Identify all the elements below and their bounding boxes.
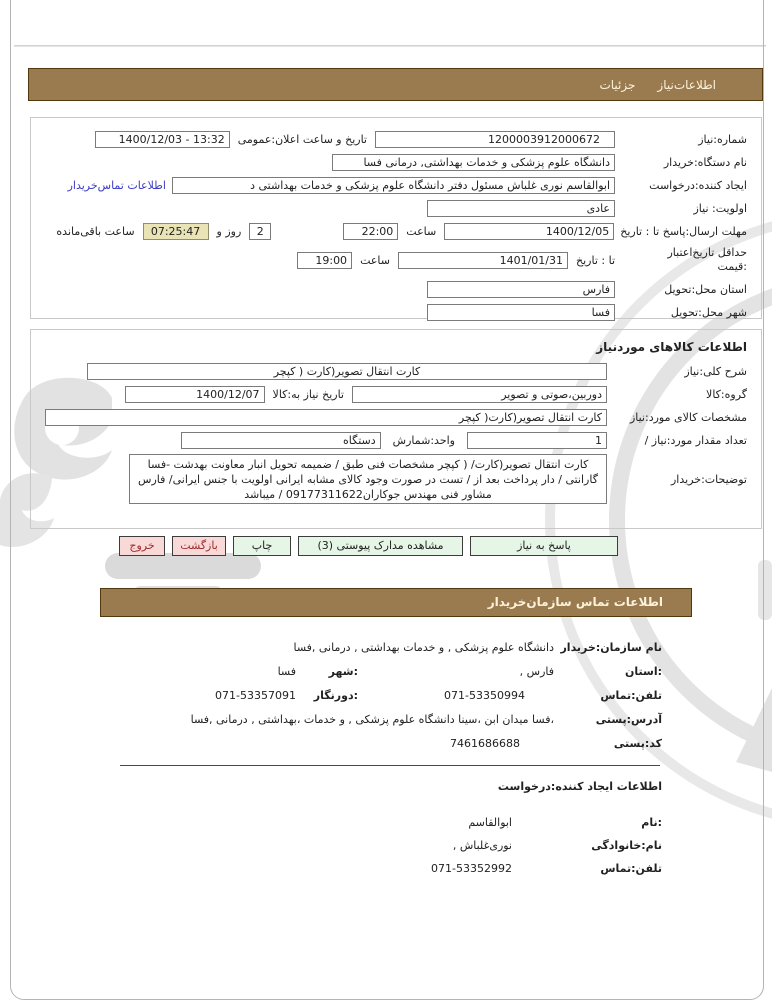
goods-info-panel <box>30 329 762 529</box>
priority-field[interactable]: عادی <box>427 200 615 217</box>
hours-remaining-label: ساعت باقی‌مانده <box>56 224 135 238</box>
tab-bar <box>28 68 763 101</box>
header-separator <box>14 45 766 47</box>
request-creator-section <box>100 780 692 880</box>
announce-datetime-label: تاریخ و ساعت اعلان:عمومی <box>237 132 367 146</box>
org-fax-value: 071-53357091 <box>215 689 296 702</box>
view-attachments-button[interactable]: مشاهده مدارک پیوستی (3) <box>298 536 463 556</box>
need-description-label: شرح کلی:نیاز <box>684 364 747 378</box>
action-buttons <box>119 536 618 556</box>
response-deadline-label: مهلت ارسال:پاسخ تا : تاریخ <box>620 224 747 238</box>
priority-label: اولویت: نیاز <box>693 201 747 215</box>
goods-need-date-field[interactable]: 1400/12/07 <box>125 386 265 403</box>
org-phone-label: تلفن:تماس <box>600 689 662 702</box>
delivery-city-field[interactable]: فسا <box>427 304 615 321</box>
creator-firstname-row <box>100 811 662 834</box>
org-city-value: فسا <box>277 665 296 678</box>
back-button[interactable]: بازگشت <box>172 536 226 556</box>
tab-details[interactable]: جزئیات <box>599 77 636 92</box>
org-postal-label: کد:پستی <box>613 737 662 750</box>
creator-phone-row <box>100 857 662 880</box>
org-address-label: آدرس:پستی <box>595 713 662 726</box>
unit-label: واحد:شمارش <box>392 433 455 447</box>
buyer-org-label: نام دستگاه:خریدار <box>663 155 747 169</box>
org-name-value: دانشگاه علوم پزشکی , و خدمات بهداشتی , درمانی ,فسا <box>293 641 554 654</box>
exit-button[interactable]: خروج <box>119 536 165 556</box>
validity-date-field[interactable]: 1401/01/31 <box>398 252 568 269</box>
delivery-province-field[interactable]: فارس <box>427 281 615 298</box>
print-button[interactable]: چاپ <box>233 536 291 556</box>
priority-row <box>41 199 747 217</box>
org-contact-section <box>100 636 692 756</box>
buyer-org-row <box>41 153 747 171</box>
org-province-label: :استان <box>625 665 662 678</box>
creator-phone-value: 071-53352992 <box>431 862 512 875</box>
org-fax-label: :دورنگار <box>313 689 358 702</box>
until-date-label: تا : تاریخ <box>576 253 615 267</box>
need-description-field[interactable]: کارت انتقال تصویر(کارت ( کپچر <box>87 363 607 380</box>
buyer-notes-label: توضیحات:خریدار <box>671 472 747 486</box>
org-address-value: ،فسا میدان ابن ،سینا دانشگاه علوم پزشکی , و خدمات ،بهداشتی , درمانی ,فسا <box>190 713 554 726</box>
need-number-row <box>41 130 747 148</box>
tab-need-info[interactable]: اطلاعات‌نیاز <box>657 77 716 92</box>
org-contact-bar: اطلاعات تماس سازمان‌خریدار <box>100 588 692 617</box>
goods-section-title: اطلاعات کالاهای موردنیاز <box>596 340 747 354</box>
deadline-hour-label: ساعت <box>406 224 437 238</box>
goods-group-label: گروه:کالا <box>706 387 747 401</box>
creator-lastname-value: نوری‌غلباش , <box>452 839 512 852</box>
request-creator-field[interactable]: ابوالقاسم نوری غلباش مسئول دفتر دانشگاه علوم پزشکی و خدمات بهداشتی د <box>172 177 615 194</box>
deadline-date-field[interactable]: 1400/12/05 <box>444 223 614 240</box>
price-validity-row <box>41 245 747 275</box>
delivery-city-row <box>41 303 747 321</box>
need-number-label: شماره:نیاز <box>698 132 747 146</box>
org-address-row <box>100 708 662 731</box>
price-validity-label: حداقل تاریخ‌اعتبار :قیمت <box>667 246 747 273</box>
buyer-org-field[interactable]: دانشگاه علوم پزشکی و خدمات بهداشتی, درمانی فسا <box>332 154 615 171</box>
request-creator-label: ایجاد کننده:درخواست <box>649 178 747 192</box>
unit-field[interactable]: دستگاه <box>181 432 381 449</box>
need-description-row <box>41 362 747 380</box>
delivery-province-row <box>41 280 747 298</box>
creator-firstname-value: ابوالقاسم <box>468 816 512 829</box>
announce-datetime-field[interactable]: 1400/12/03 - 13:32 <box>95 131 230 148</box>
org-city-label: :شهر <box>328 665 358 678</box>
quantity-row <box>41 431 747 449</box>
org-name-label: نام سازمان:خریدار <box>560 641 662 654</box>
days-remaining-field[interactable]: 2 <box>249 223 271 240</box>
validity-hour-field[interactable]: 19:00 <box>297 252 352 269</box>
section-divider <box>120 765 660 766</box>
org-name-row <box>100 636 662 659</box>
org-province-city-row <box>100 660 662 683</box>
creator-section-title: اطلاعات ایجاد کننده:درخواست <box>497 780 662 793</box>
org-phone-fax-row <box>100 684 662 707</box>
days-and-label: روز و <box>216 224 242 238</box>
deadline-hour-field[interactable]: 22:00 <box>343 223 398 240</box>
buyer-notes-field[interactable]: کارت انتقال تصویر(کارت/ ( کپچر مشخصات فنی طبق / ضمیمه تحویل انبار معاونت بهدشت -فسا گارانتی / دار پرداخت بعد از / تست در صورت وجود کالای مشابه ایرانی اولویت با جنس ایرانی/ فارس مشاور فنی مهندس جوکاران09177311622 / میباشد <box>129 454 607 504</box>
delivery-city-label: شهر محل:تحویل <box>670 305 747 319</box>
response-deadline-row <box>41 222 747 240</box>
countdown-timer: 07:25:47 <box>143 223 209 240</box>
org-phone-value: 071-53350994 <box>444 689 525 702</box>
goods-group-row <box>41 385 747 403</box>
buyer-contact-link[interactable]: اطلاعات تماس‌خریدار <box>67 178 166 192</box>
org-province-value: فارس , <box>519 665 554 678</box>
org-postal-row <box>100 732 662 755</box>
quantity-label: تعداد مقدار مورد:نیاز / <box>644 433 747 447</box>
validity-hour-label: ساعت <box>360 253 390 267</box>
creator-phone-label: تلفن:تماس <box>600 862 662 875</box>
goods-spec-row <box>41 408 747 426</box>
request-creator-row <box>41 176 747 194</box>
goods-need-date-label: تاریخ نیاز به:کالا <box>272 387 344 401</box>
delivery-province-label: استان محل:تحویل <box>664 282 747 296</box>
respond-to-need-button[interactable]: پاسخ به نیاز <box>470 536 618 556</box>
goods-group-field[interactable]: دوربین،صوتی و تصویر <box>352 386 607 403</box>
need-info-panel <box>30 117 762 319</box>
quantity-field[interactable]: 1 <box>467 432 607 449</box>
need-number-field[interactable]: 1200003912000672 <box>375 131 615 148</box>
goods-spec-label: مشخصات کالای مورد:نیاز <box>629 410 747 424</box>
creator-lastname-row <box>100 834 662 857</box>
buyer-notes-row <box>41 454 747 504</box>
creator-lastname-label: نام:خانوادگی <box>591 839 662 852</box>
goods-spec-field[interactable]: کارت انتقال تصویر(کارت( کپچر <box>45 409 607 426</box>
org-postal-value: 7461686688 <box>450 737 520 750</box>
creator-firstname-label: :نام <box>641 816 662 829</box>
